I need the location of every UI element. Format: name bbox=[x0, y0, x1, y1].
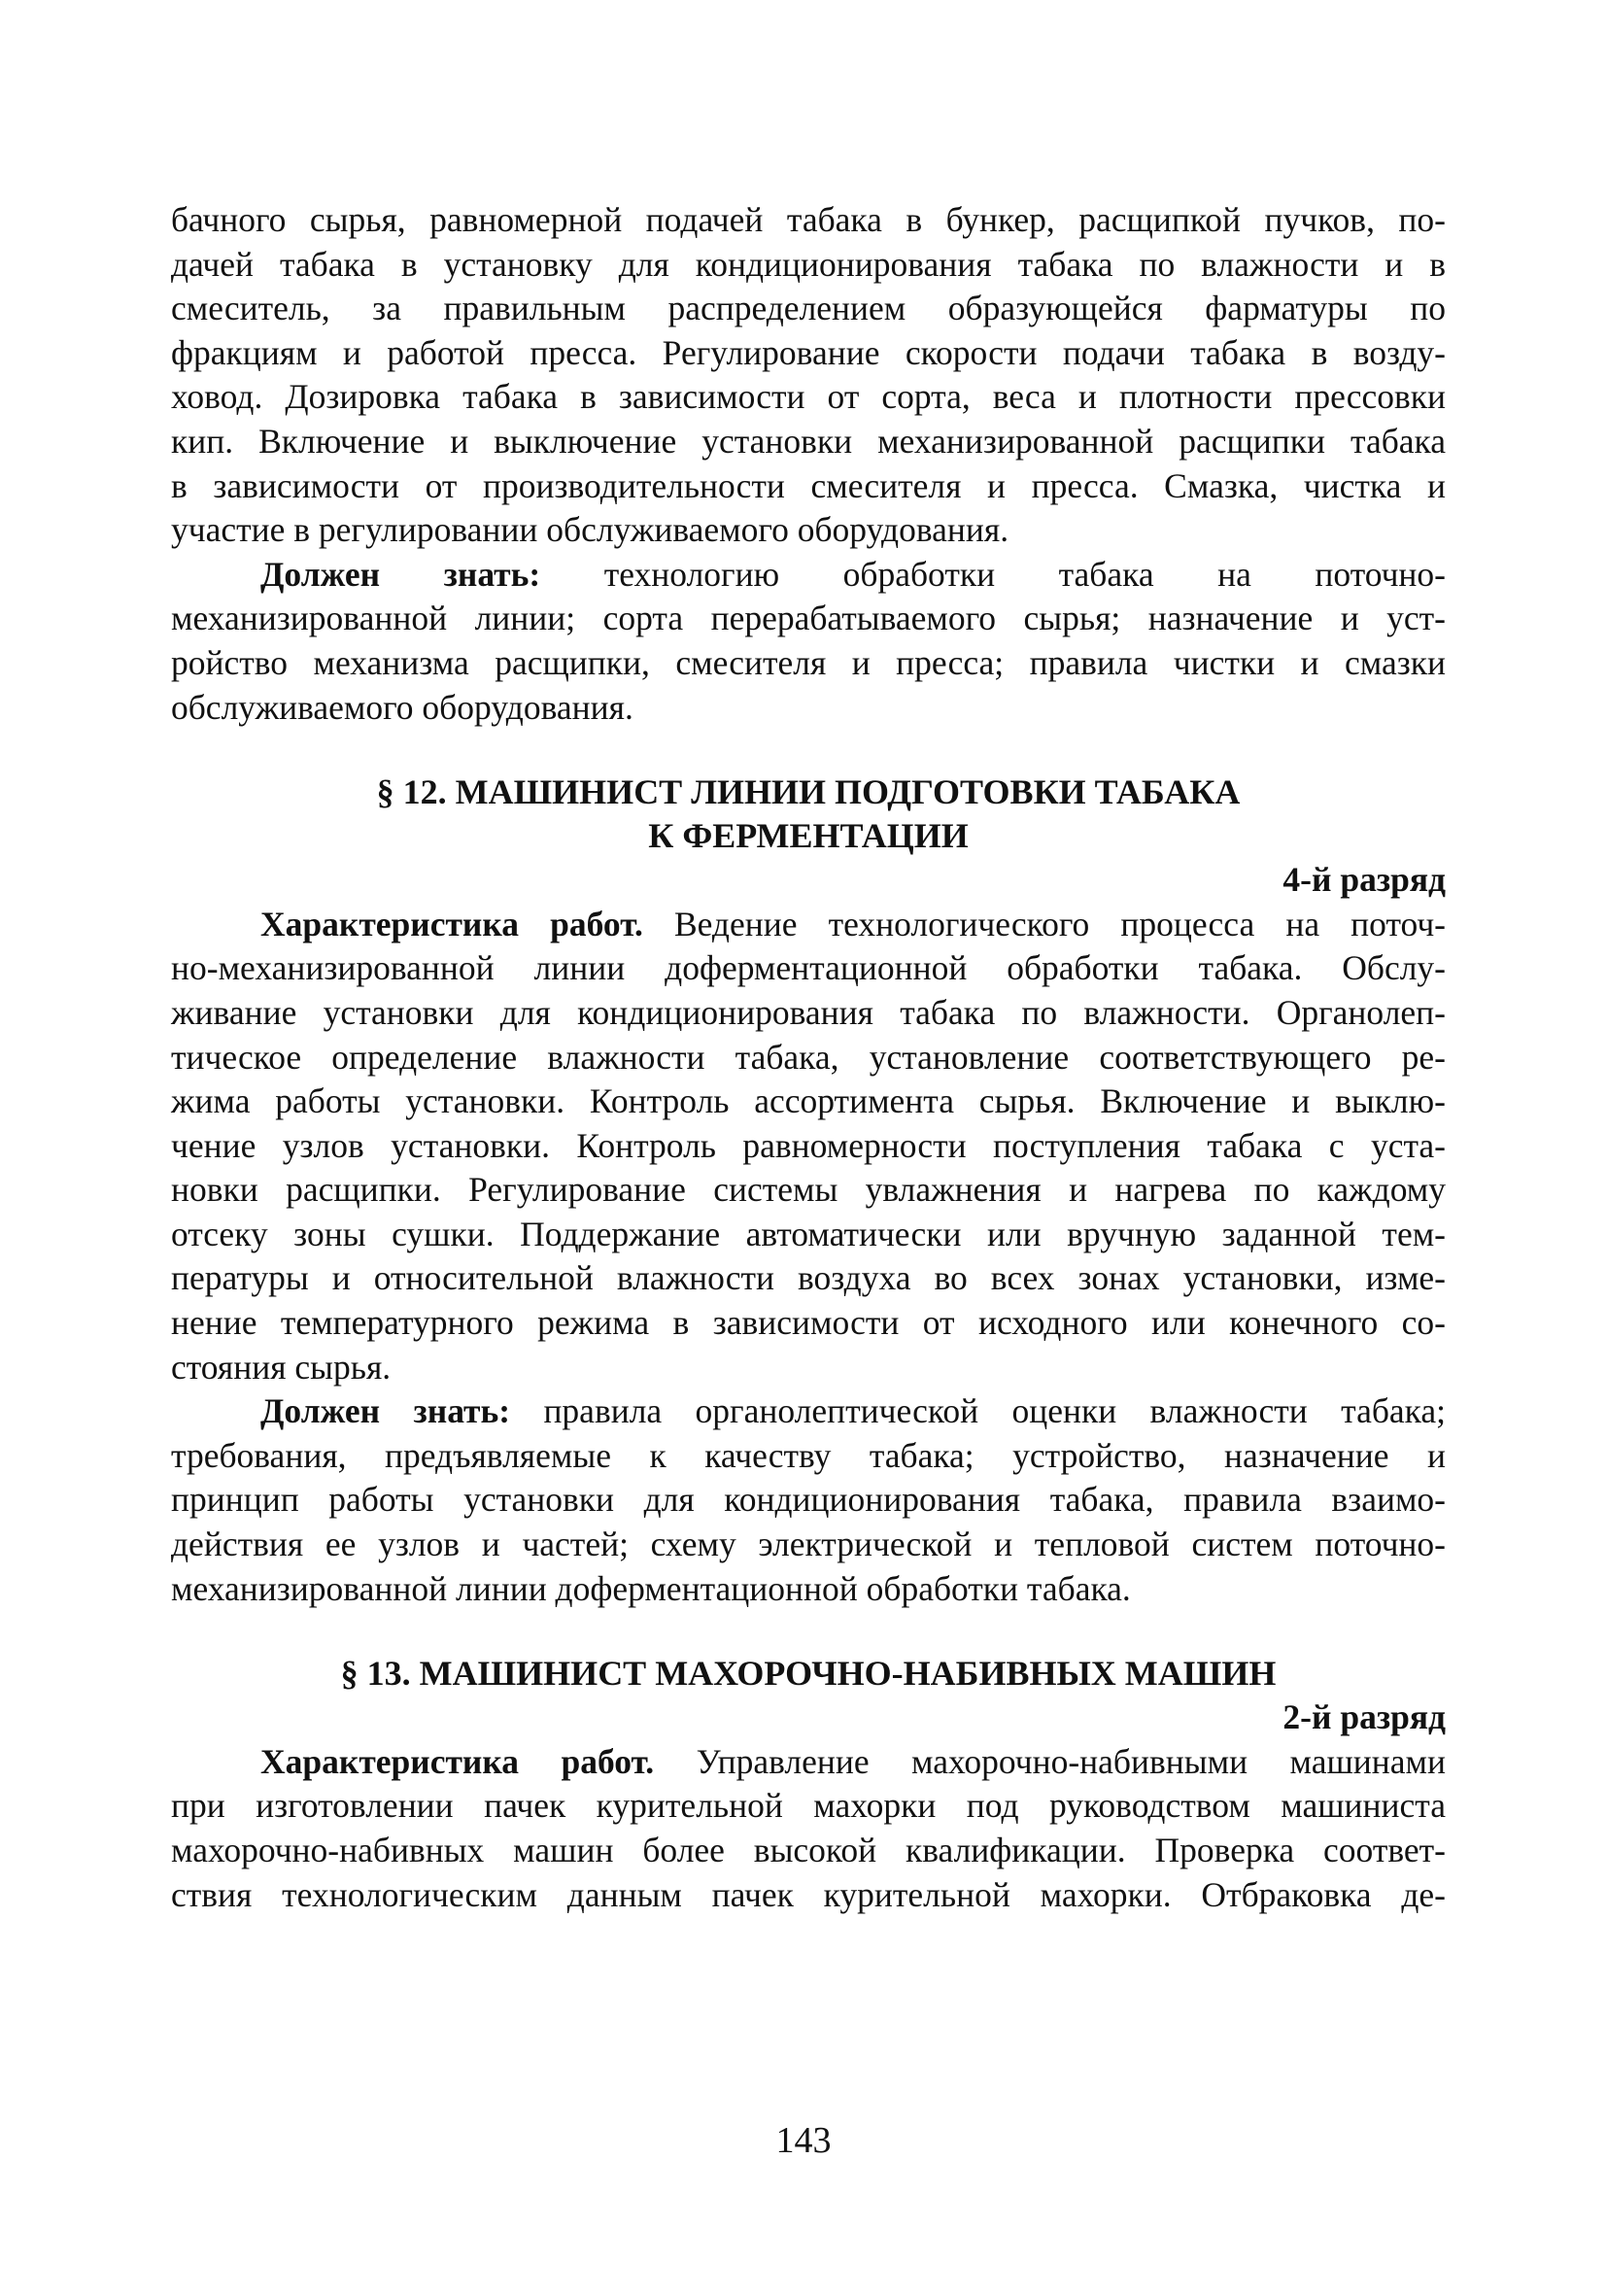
section-12-characteristics bbox=[171, 903, 1446, 1390]
text-line: смеситель, за правильным распределением образующейся фарматуры по bbox=[171, 289, 1446, 328]
section-12-title-line2: К ФЕРМЕНТАЦИИ bbox=[648, 816, 969, 856]
knows-label: Должен знать: bbox=[260, 1391, 511, 1431]
text-line: новки расщипки. Регулирование системы увлажнения и нагрева по каждому bbox=[171, 1170, 1446, 1210]
section-12-title-line1: § 12. МАШИНИСТ ЛИНИИ ПОДГОТОВКИ ТАБАКА bbox=[376, 772, 1241, 812]
text-line: нение температурного режима в зависимости от исходного или конечного со- bbox=[171, 1303, 1446, 1343]
text-line: дачей табака в установку для кондиционирования табака по влажности и в bbox=[171, 244, 1446, 284]
section-12-knows bbox=[171, 1389, 1446, 1611]
characteristics-label: Характеристика работ. bbox=[260, 1741, 655, 1781]
characteristics-label: Характеристика работ. bbox=[260, 904, 643, 943]
section-13-title: § 13. МАШИНИСТ МАХОРОЧНО-НАБИВНЫХ МАШИН bbox=[340, 1654, 1277, 1694]
text-line: механизированной линии; сорта перерабатываемого сырья; назначение и уст- bbox=[171, 599, 1446, 638]
text-line bbox=[171, 903, 1446, 947]
section-13-characteristics bbox=[171, 1740, 1446, 1917]
text-line bbox=[171, 1740, 1446, 1785]
text-line: живание установки для кондиционирования табака по влажности. Органолеп- bbox=[171, 992, 1446, 1032]
text-line: механизированной линии доферментационной обработки табака. bbox=[171, 1568, 1131, 1608]
page-body bbox=[171, 198, 1446, 1917]
intro-knows-paragraph bbox=[171, 553, 1446, 730]
characteristics-text: Ведение технологического процесса на поточ- bbox=[673, 904, 1446, 943]
text-line bbox=[171, 553, 1446, 598]
text-line: пературы и относительной влажности воздуха во всех зонах установки, изме- bbox=[171, 1258, 1446, 1298]
section-12-grade: 4-й разряд bbox=[1282, 860, 1446, 900]
text-line: в зависимости от производительности смесителя и пресса. Смазка, чистка и bbox=[171, 465, 1446, 505]
text-line: чение узлов установки. Контроль равномерности поступления табака с уста- bbox=[171, 1125, 1446, 1165]
text-line: отсеку зоны сушки. Поддержание автоматически или вручную заданной тем- bbox=[171, 1214, 1446, 1253]
section-13-grade: 2-й разряд bbox=[1282, 1697, 1446, 1737]
text-line: обслуживаемого оборудования. bbox=[171, 687, 633, 727]
text-line: бачного сырья, равномерной подачей табака в бункер, расщипкой пучков, по- bbox=[171, 200, 1446, 239]
knows-text: правила органолептической оценки влажности табака; bbox=[543, 1391, 1446, 1431]
text-line: фракциям и работой пресса. Регулирование скорости подачи табака в возду- bbox=[171, 332, 1446, 372]
text-line bbox=[171, 1389, 1446, 1434]
page-number: 143 bbox=[775, 2120, 832, 2161]
text-line: действия ее узлов и частей; схему электрической и тепловой систем поточно- bbox=[171, 1525, 1446, 1564]
text-line: участие в регулировании обслуживаемого оборудования. bbox=[171, 510, 1009, 550]
text-line: стояния сырья. bbox=[171, 1347, 392, 1387]
text-line: принцип работы установки для кондиционирования табака, правила взаимо- bbox=[171, 1480, 1446, 1520]
knows-label: Должен знать: bbox=[260, 554, 541, 594]
text-line: при изготовлении пачек курительной махорки под руководством машиниста bbox=[171, 1786, 1446, 1826]
intro-paragraph bbox=[171, 198, 1446, 553]
text-line: кип. Включение и выключение установки механизированной расщипки табака bbox=[171, 421, 1446, 461]
text-line: ройство механизма расщипки, смесителя и пресса; правила чистки и смазки bbox=[171, 642, 1446, 682]
text-line: но-механизированной линии доферментационной обработки табака. Обслу- bbox=[171, 948, 1446, 988]
knows-text: технологию обработки табака на поточно- bbox=[603, 554, 1446, 594]
text-line: ствия технологическим данным пачек курительной махорки. Отбраковка де- bbox=[171, 1874, 1446, 1914]
text-line: ховод. Дозировка табака в зависимости от сорта, веса и плотности прессовки bbox=[171, 377, 1446, 417]
text-line: жима работы установки. Контроль ассортимента сырья. Включение и выклю- bbox=[171, 1081, 1446, 1121]
text-line: махорочно-набивных машин более высокой квалификации. Проверка соответ- bbox=[171, 1831, 1446, 1869]
text-line: тическое определение влажности табака, установление соответствующего ре- bbox=[171, 1037, 1446, 1077]
characteristics-text: Управление махорочно-набивными машинами bbox=[696, 1741, 1447, 1781]
text-line: требования, предъявляемые к качеству табака; устройство, назначение и bbox=[171, 1435, 1446, 1475]
